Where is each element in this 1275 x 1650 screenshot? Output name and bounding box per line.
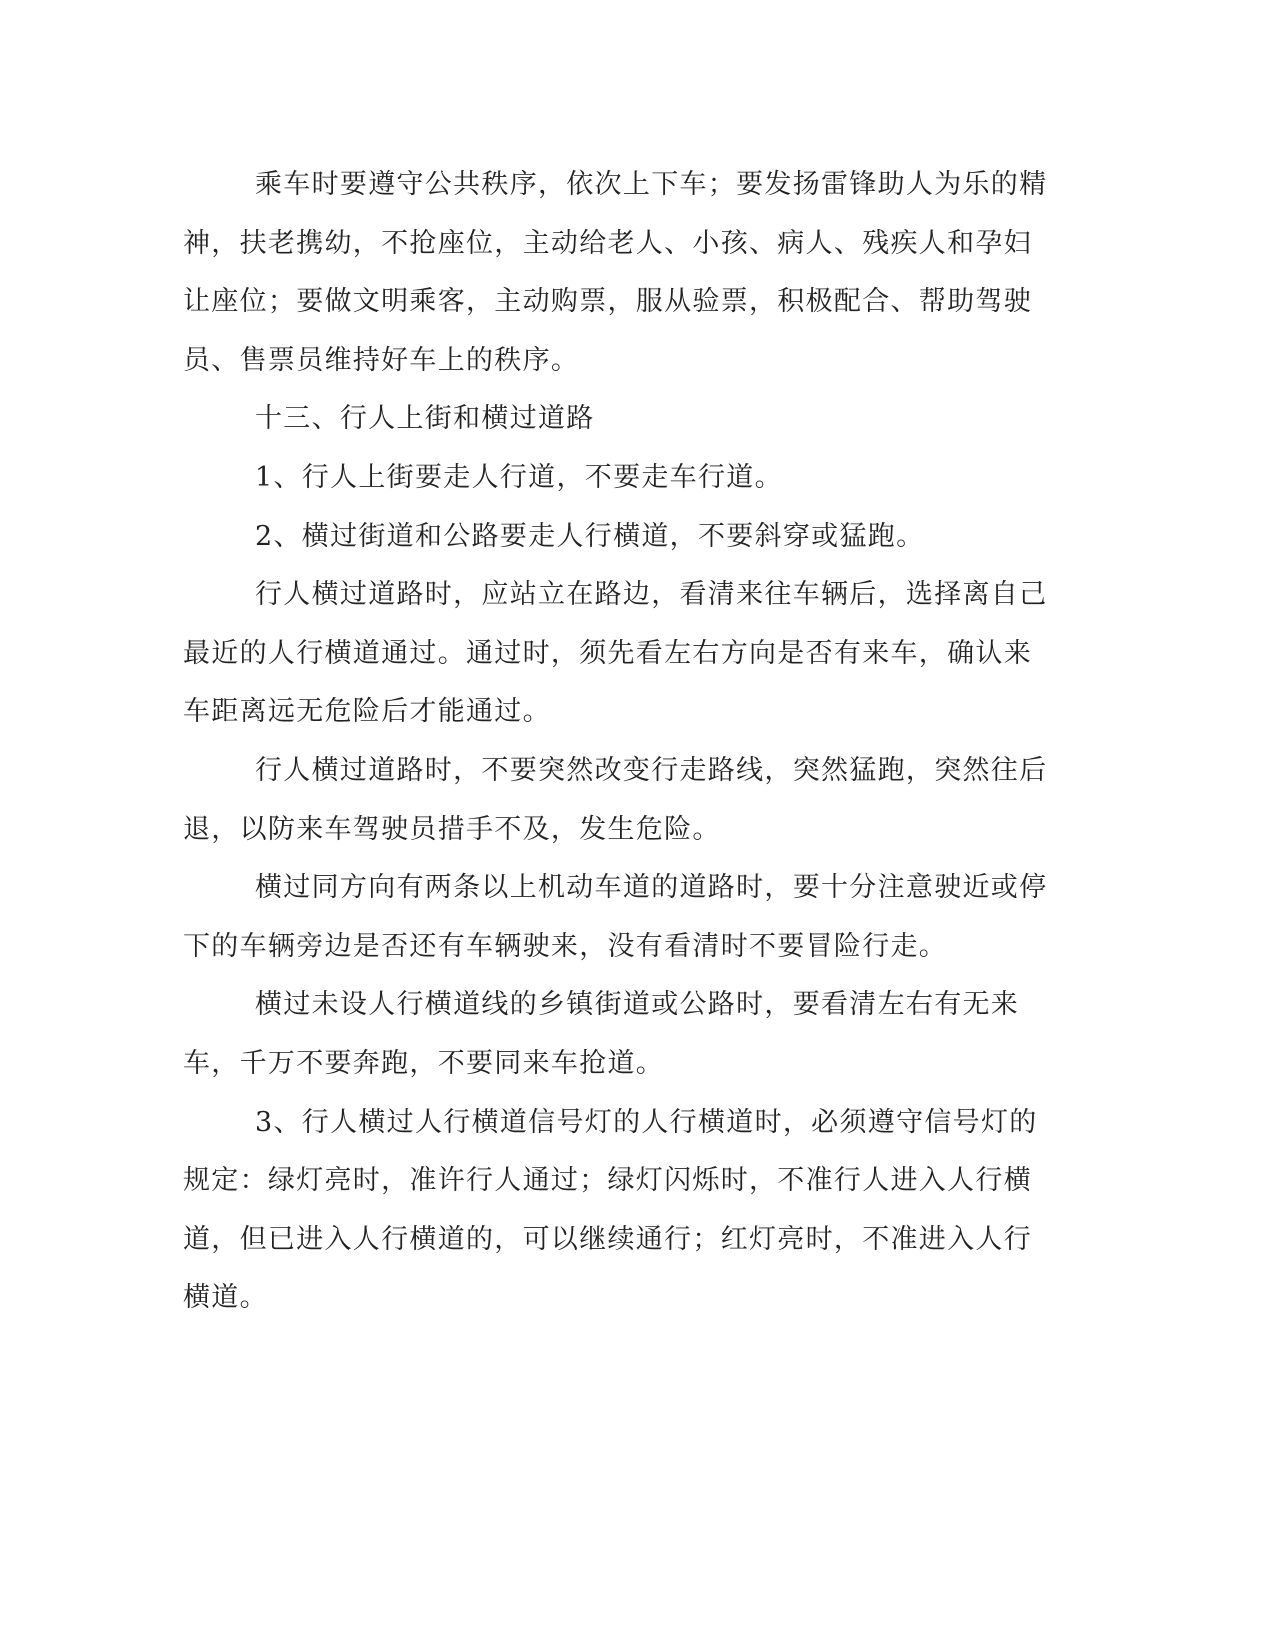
paragraph-rule-3-signals: 3、行人横过人行横道信号灯的人行横道时，必须遵守信号灯的规定：绿灯亮时，准许行人通过；绿灯闪烁时，不准行人进入人行横道，但已进入人行横道的，可以继续通行；红灯亮时，不准进入人行横道。 [183,1106,1038,1314]
paragraph-riding-etiquette: 乘车时要遵守公共秩序，依次上下车；要发扬雷锋助人为乐的精神，扶老携幼，不抢座位，主动给老人、小孩、病人、残疾人和孕妇让座位；要做文明乘客，主动购票，服从验票，积极配合、帮助驾驶员、售票员维持好车上的秩序。 [183,169,1048,376]
paragraph-crossing-procedure: 行人横过道路时，应站立在路边，看清来往车辆后，选择离自己最近的人行横道通过。通过时，须先看左右方向是否有来车，确认来车距离远无危险后才能通过。 [183,579,1048,728]
paragraph-no-crosswalk: 横过未设人行横道线的乡镇街道或公路时，要看清左右有无来车，千万不要奔跑，不要同来车抢道。 [183,989,1020,1079]
paragraph-rule-1: 1、行人上街要走人行道，不要走车行道。 [255,461,783,493]
document-body [183,156,1053,1328]
section-heading-13: 十三、行人上街和横过道路 [255,403,595,435]
paragraph-crossing-caution: 行人横过道路时，不要突然改变行走路线，突然猛跑，突然往后退，以防来车驾驶员措手不及，发生危险。 [183,754,1048,845]
paragraph-multi-lane: 横过同方向有两条以上机动车道的道路时，要十分注意驶近或停下的车辆旁边是否还有车辆驶来，没有看清时不要冒险行走。 [183,872,1048,962]
paragraph-rule-2: 2、横过街道和公路要走人行横道，不要斜穿或猛跑。 [255,520,925,552]
